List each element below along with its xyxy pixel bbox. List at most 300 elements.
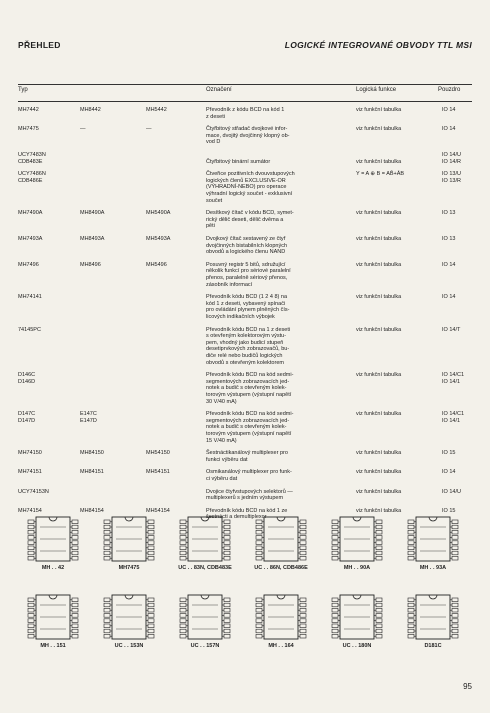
chip-drawing	[18, 515, 88, 563]
pin-box	[180, 556, 186, 560]
pin-box	[376, 530, 382, 534]
type-5: MH54150	[146, 450, 170, 457]
pin-box	[452, 556, 458, 560]
logic-function-cell: viz funkční tabulka	[356, 126, 402, 133]
pin-box	[180, 619, 186, 623]
pin-box	[256, 624, 262, 628]
pin-box	[180, 551, 186, 555]
chip-notch	[277, 517, 285, 521]
table-row	[18, 107, 472, 126]
pinout-diagram	[246, 515, 316, 575]
pin-box	[148, 634, 154, 638]
pin-box	[148, 536, 154, 540]
description-cell: Desítkový čítač v kódu BCD, symet- rický dělič deseti, dělič dvěma a pěti	[206, 210, 294, 230]
pin-box	[224, 634, 230, 638]
pin-box	[256, 525, 262, 529]
chip-drawing	[246, 593, 316, 641]
pin-box	[332, 520, 338, 524]
pin-box	[300, 536, 306, 540]
table-row	[18, 236, 472, 262]
table-header-rule	[18, 101, 472, 102]
pin-box	[408, 536, 414, 540]
pin-box	[72, 546, 78, 550]
pinout-diagram	[94, 515, 164, 575]
pin-box	[332, 536, 338, 540]
pinout-diagram	[94, 593, 164, 653]
type-8: MH84151	[80, 469, 104, 476]
pin-box	[148, 525, 154, 529]
pin-box	[256, 619, 262, 623]
diagram-label: UC . . 86N, CDB486E	[254, 565, 308, 571]
section-title: PŘEHLED	[18, 40, 61, 50]
type-cz: MH74154	[18, 507, 42, 514]
logic-function-cell: viz funkční tabulka	[356, 372, 402, 379]
pin-box	[28, 603, 34, 607]
description-cell: Převodník kódu BCD na kód sedmi- segmentových zobrazovacích jed- notek a budič s otevřeným kolek- torovým výstupem (výstupní napětí 15 V/40 mA)	[206, 411, 294, 444]
pin-box	[408, 603, 414, 607]
pin-box	[300, 603, 306, 607]
pin-box	[408, 525, 414, 529]
pin-box	[332, 530, 338, 534]
pin-box	[28, 629, 34, 633]
type-5: —	[146, 126, 152, 133]
description-cell: Převodník kódu BCD na kód 1 ze šestnácti a demultiplexor	[206, 507, 288, 521]
pin-box	[452, 624, 458, 628]
pin-box	[224, 608, 230, 612]
pin-box	[148, 603, 154, 607]
pin-box	[104, 619, 110, 623]
chip-drawing	[246, 515, 316, 563]
table-row	[18, 126, 472, 152]
type-cz: UCY7483N CDB483E	[18, 151, 46, 165]
pin-box	[72, 530, 78, 534]
pin-box	[28, 598, 34, 602]
type-5: MH5493A	[146, 235, 171, 242]
pin-box	[104, 541, 110, 545]
pin-box	[148, 598, 154, 602]
table-row	[18, 262, 472, 294]
pin-box	[104, 520, 110, 524]
pin-box	[28, 608, 34, 612]
description-cell: Posuvný registr 5 bitů, sdružující několik funkcí pro sériové paralelní přenos, paralelně sériový přenos, zásobník informací	[206, 261, 291, 288]
pin-box	[408, 541, 414, 545]
pin-box	[300, 556, 306, 560]
pin-box	[376, 520, 382, 524]
pinout-diagram	[170, 515, 240, 575]
package-cell: IO 13	[442, 235, 456, 242]
pin-box	[104, 598, 110, 602]
pin-box	[332, 614, 338, 618]
pin-box	[148, 556, 154, 560]
diagram-label: MH . . 42	[41, 565, 65, 571]
pin-box	[224, 525, 230, 529]
pin-box	[104, 551, 110, 555]
pinout-diagram	[246, 593, 316, 653]
type-8: MH84154	[80, 507, 104, 514]
type-8: MH84150	[80, 450, 104, 457]
pin-box	[148, 624, 154, 628]
description-cell: Čtyřbitový binární sumátor	[206, 158, 271, 165]
pin-box	[28, 530, 34, 534]
pin-box	[28, 634, 34, 638]
pin-box	[256, 603, 262, 607]
pinout-diagram	[18, 515, 88, 575]
pin-box	[408, 614, 414, 618]
pin-box	[72, 634, 78, 638]
pin-box	[300, 629, 306, 633]
description-cell: Šestnáctikanálový multiplexer pro funkci výběru dat	[206, 450, 288, 463]
package-cell: IO 14	[442, 126, 456, 133]
pin-box	[452, 598, 458, 602]
pin-box	[256, 608, 262, 612]
page-header	[18, 40, 472, 54]
pin-box	[452, 520, 458, 524]
pin-box	[256, 556, 262, 560]
pin-box	[408, 619, 414, 623]
pin-box	[148, 520, 154, 524]
page-number: 95	[463, 682, 472, 691]
pin-box	[300, 608, 306, 612]
pin-box	[28, 546, 34, 550]
pin-box	[104, 614, 110, 618]
pin-box	[72, 614, 78, 618]
pin-box	[28, 619, 34, 623]
logic-function-cell: viz funkční tabulka	[356, 235, 402, 242]
pin-box	[300, 634, 306, 638]
pin-box	[408, 598, 414, 602]
logic-function-cell: Y = A ⊕ B = AB̄+ĀB	[356, 171, 405, 178]
package-cell: IO 14/U IO 14/R	[442, 151, 461, 165]
pin-box	[256, 551, 262, 555]
pin-box	[224, 556, 230, 560]
pin-box	[376, 629, 382, 633]
diagram-label: UC . . 153N	[114, 643, 144, 649]
pin-box	[180, 541, 186, 545]
pin-box	[452, 614, 458, 618]
package-cell: IO 14	[442, 261, 456, 268]
table-row	[18, 489, 472, 508]
package-cell: IO 14/U	[442, 488, 461, 495]
description-cell: Převodník kódu BCD na 1 z deseti s otevřeným kolektorovým výstu- pem, vhodný jako budicí stupeň desetiprvkových zobrazovačů, bu- diče relé nebo budičů logických obvodů s otevřeným kolektorem	[206, 326, 291, 366]
type-8: —	[80, 126, 86, 133]
package-cell: IO 14	[442, 469, 456, 476]
pin-box	[408, 520, 414, 524]
pin-box	[452, 530, 458, 534]
pin-box	[180, 624, 186, 628]
pin-box	[104, 556, 110, 560]
description-cell: Převodník kódu BCD na kód sedmi- segmentových zobrazovacích jed- notek a budič s otevřeným kolek- torovým výstupem (výstupní napětí 30 V/40 mA)	[206, 372, 294, 405]
pin-box	[452, 619, 458, 623]
table-row	[18, 372, 472, 411]
description-cell: Čtyřbitový střadač dvojkové infor- mace, dvojitý dvojčinný klopný ob- vod D	[206, 126, 290, 146]
pinout-diagram	[398, 593, 468, 653]
table-header	[18, 87, 472, 101]
pin-box	[376, 556, 382, 560]
type-cz: UCY74153N	[18, 488, 49, 495]
description-cell: Převodník kódu BCD (1 2 4 8) na kód 1 z deseti, vybavený spínači pro ovládání plynem plněných čís- licových indikačních výbojek	[206, 294, 290, 320]
pin-box	[180, 614, 186, 618]
logic-function-cell: viz funkční tabulka	[356, 411, 402, 418]
package-cell: IO 14/T	[442, 326, 461, 333]
diagram-label: D181C	[424, 643, 442, 649]
pin-box	[408, 551, 414, 555]
col-typ: Typ	[18, 87, 28, 93]
pin-box	[376, 525, 382, 529]
pin-box	[180, 598, 186, 602]
pin-box	[408, 608, 414, 612]
pinout-diagrams	[18, 515, 472, 665]
chip-drawing	[398, 593, 468, 641]
pin-box	[376, 634, 382, 638]
package-cell: IO 14/C1 IO 14/1	[442, 372, 465, 385]
type-5: MH5490A	[146, 210, 171, 217]
pin-box	[332, 624, 338, 628]
chip-notch	[277, 595, 285, 599]
type-cz: MH7496	[18, 261, 39, 268]
pin-box	[332, 629, 338, 633]
pin-box	[224, 530, 230, 534]
pin-box	[332, 551, 338, 555]
package-cell: IO 15	[442, 450, 456, 457]
pin-box	[376, 614, 382, 618]
pin-box	[332, 634, 338, 638]
pin-box	[224, 629, 230, 633]
pin-box	[452, 551, 458, 555]
pin-box	[148, 541, 154, 545]
chip-drawing	[170, 593, 240, 641]
pin-box	[332, 525, 338, 529]
pin-box	[408, 530, 414, 534]
diagram-label: MH . . 90A	[343, 565, 371, 571]
description-cell: Dvojkový čítač sestavený ze čtyř dvojčinných bistabilních klopných obvodů a logického členu NAND	[206, 235, 288, 256]
diagram-label: UC . . 180N	[342, 643, 372, 649]
pin-box	[256, 634, 262, 638]
pin-box	[104, 546, 110, 550]
diagram-label: MH . . 93A	[419, 565, 447, 571]
pin-box	[256, 530, 262, 534]
description-cell: Převodník z kódu BCD na kód 1 z deseti	[206, 107, 285, 120]
pin-box	[224, 619, 230, 623]
pin-box	[376, 624, 382, 628]
chip-drawing	[398, 515, 468, 563]
type-8: E147C E147D	[80, 411, 97, 424]
pin-box	[300, 530, 306, 534]
diagram-label: UC . . 157N	[190, 643, 220, 649]
pin-box	[452, 603, 458, 607]
table-row	[18, 469, 472, 488]
pin-box	[180, 546, 186, 550]
table-row	[18, 294, 472, 326]
logic-function-cell: viz funkční tabulka	[356, 507, 402, 514]
pin-box	[376, 551, 382, 555]
table-row	[18, 411, 472, 450]
pinout-diagram	[18, 593, 88, 653]
chip-drawing	[322, 515, 392, 563]
pin-box	[104, 634, 110, 638]
col-pouzdro: Pouzdro	[438, 87, 461, 93]
table-row	[18, 171, 472, 210]
package-cell: IO 13/U IO 13/R	[442, 171, 461, 184]
pin-box	[72, 551, 78, 555]
logic-function-cell: viz funkční tabulka	[356, 210, 402, 217]
pin-box	[256, 541, 262, 545]
pin-box	[148, 551, 154, 555]
pin-box	[452, 541, 458, 545]
diagram-label: UC . . 83N, CDB483E	[178, 565, 232, 571]
pin-box	[72, 536, 78, 540]
pin-box	[300, 541, 306, 545]
pin-box	[332, 541, 338, 545]
pin-box	[256, 598, 262, 602]
pin-box	[104, 629, 110, 633]
pin-box	[104, 525, 110, 529]
pin-box	[256, 546, 262, 550]
type-5: MH5442	[146, 107, 167, 113]
diagram-label: MH7475	[118, 565, 140, 571]
col-logicka-funkce: Logická funkce	[356, 87, 397, 93]
chip-notch	[125, 595, 133, 599]
pin-box	[72, 556, 78, 560]
pin-box	[148, 530, 154, 534]
pin-box	[256, 536, 262, 540]
diagram-label: MH . . 164	[268, 643, 294, 649]
pin-box	[376, 619, 382, 623]
pin-box	[180, 530, 186, 534]
pin-box	[224, 536, 230, 540]
table-row	[18, 327, 472, 373]
pin-box	[332, 556, 338, 560]
type-5: MH5496	[146, 261, 167, 268]
pin-box	[376, 546, 382, 550]
package-cell: IO 15	[442, 507, 456, 514]
chip-drawing	[94, 515, 164, 563]
type-cz: MH74141	[18, 294, 42, 301]
table-row	[18, 450, 472, 469]
pin-box	[180, 608, 186, 612]
type-cz: UCY7486N CDB486E	[18, 171, 46, 184]
type-cz: MH7475	[18, 126, 39, 133]
pin-box	[376, 598, 382, 602]
pin-box	[376, 541, 382, 545]
description-cell: Osmikanálový multiplexer pro funk- ci výběru dat	[206, 469, 292, 482]
pin-box	[180, 520, 186, 524]
table-body	[18, 107, 472, 527]
pin-box	[452, 546, 458, 550]
pinout-diagram	[322, 515, 392, 575]
pin-box	[72, 541, 78, 545]
pin-box	[332, 619, 338, 623]
pin-box	[104, 608, 110, 612]
chip-notch	[201, 595, 209, 599]
pin-box	[300, 614, 306, 618]
pin-box	[300, 546, 306, 550]
chip-drawing	[18, 593, 88, 641]
pin-box	[376, 608, 382, 612]
pin-box	[148, 629, 154, 633]
pin-box	[332, 598, 338, 602]
package-cell: IO 14/C1 IO 14/1	[442, 411, 465, 424]
type-cz: MH7493A	[18, 235, 43, 242]
type-cz: MH74151	[18, 469, 42, 476]
pin-box	[332, 603, 338, 607]
type-5: MH54151	[146, 469, 170, 476]
pin-box	[180, 634, 186, 638]
pin-box	[104, 530, 110, 534]
chip-notch	[49, 595, 57, 599]
pin-box	[180, 603, 186, 607]
pin-box	[148, 614, 154, 618]
pin-box	[408, 624, 414, 628]
pin-box	[300, 551, 306, 555]
table-row	[18, 152, 472, 171]
description-cell: Dvojice čtyřvstupových selektorů — multiplexerů s jedním výstupem	[206, 488, 293, 502]
pin-box	[28, 551, 34, 555]
pin-box	[224, 546, 230, 550]
type-8: MH8493A	[80, 235, 105, 242]
pin-box	[452, 525, 458, 529]
chip-drawing	[94, 593, 164, 641]
pin-box	[104, 536, 110, 540]
pin-box	[224, 598, 230, 602]
pin-box	[28, 525, 34, 529]
pin-box	[376, 603, 382, 607]
type-cz: D147C D147D	[18, 411, 36, 424]
logic-function-cell: viz funkční tabulka	[356, 261, 402, 268]
pin-box	[28, 536, 34, 540]
pin-box	[452, 634, 458, 638]
chip-notch	[49, 517, 57, 521]
pin-box	[452, 536, 458, 540]
pin-box	[148, 608, 154, 612]
table-row	[18, 210, 472, 236]
pin-box	[300, 525, 306, 529]
logic-function-cell: viz funkční tabulka	[356, 326, 402, 333]
pin-box	[104, 603, 110, 607]
pin-box	[28, 520, 34, 524]
pin-box	[28, 541, 34, 545]
chip-notch	[125, 517, 133, 521]
pinout-diagram	[322, 593, 392, 653]
col-oznaceni: Označení	[206, 87, 232, 93]
pin-box	[72, 598, 78, 602]
pin-box	[408, 546, 414, 550]
pin-box	[72, 525, 78, 529]
pin-box	[180, 629, 186, 633]
chip-notch	[353, 517, 361, 521]
type-cz: MH74150	[18, 450, 42, 457]
pin-box	[224, 624, 230, 628]
pin-box	[72, 629, 78, 633]
pin-box	[408, 634, 414, 638]
pinout-diagram	[170, 593, 240, 653]
type-cz: MH7490A	[18, 210, 43, 217]
type-5: MH54154	[146, 507, 170, 514]
chip-notch	[353, 595, 361, 599]
type-cz: MH7442	[18, 107, 39, 113]
pin-box	[180, 525, 186, 529]
table-top-rule	[18, 84, 472, 85]
pin-box	[28, 624, 34, 628]
logic-function-cell: viz funkční tabulka	[356, 450, 402, 457]
pin-box	[148, 546, 154, 550]
logic-function-cell: viz funkční tabulka	[356, 488, 402, 495]
pin-box	[332, 608, 338, 612]
package-cell: IO 14	[442, 107, 456, 113]
diagram-label: MH . . 151	[40, 643, 66, 649]
logic-function-cell: viz funkční tabulka	[356, 294, 402, 301]
pin-box	[376, 536, 382, 540]
pin-box	[256, 629, 262, 633]
